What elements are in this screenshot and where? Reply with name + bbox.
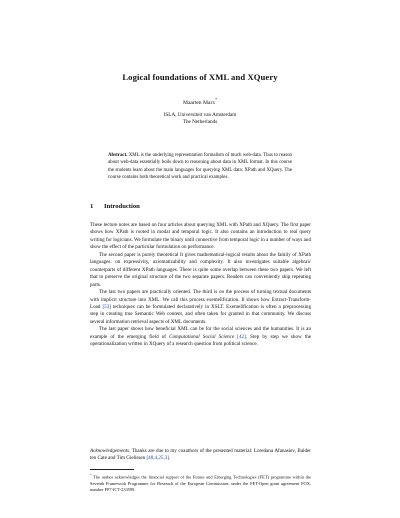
paragraph-4-text-b: . Step by step we show the operationalization written in XQuery of a research question from political science.: [90, 333, 311, 348]
paragraph-4: [90, 326, 311, 348]
footnote-rule: [90, 469, 134, 470]
affiliation: [0, 112, 400, 126]
section-body: [90, 222, 311, 349]
author-line: [0, 98, 400, 106]
paper-title: Logical foundations of XML and XQuery: [122, 72, 278, 82]
acknowledgements-end: .: [168, 455, 171, 462]
citation-link[interactable]: [53]: [102, 303, 111, 310]
author-footnote-mark: *: [215, 98, 218, 102]
citation-link[interactable]: [42]: [237, 333, 246, 340]
paragraph-3-text-b: techniques can be formulated declaratively in XSLT. Exemelification is often a preprocessing step in creating true Semantic Web content, and often taken for granted in that community. We discuss several information retrieval aspects of XML documents.: [90, 303, 312, 325]
affiliation-country: The Netherlands: [182, 119, 218, 126]
paragraph-2: The second paper is purely theoretical It gives mathematical-logical results about the family of XPath languages: on expressivity, axiomatizability and complexity. It also investigates suitable algebraic counterparts of different XPath languages. There is quite some overlap between these two papers. We left that to preserve the original structure of the two separate papers. Readers can conveniently skip repeating parts.: [90, 251, 311, 288]
section-number: 1: [90, 203, 94, 210]
citation-link[interactable]: [48,4,25,3]: [146, 455, 169, 462]
acknowledgements: [90, 448, 311, 463]
footnote-mark: *: [90, 473, 92, 477]
footnote-text: The author acknowledges the financial support of the Future and Emerging Technologies (FET) programme within the Seventh Framework Programme for Research of the European Commission, under the FET-Open grant agreement FOX, number FP7-ICT-233599.: [90, 474, 311, 492]
abstract: [108, 152, 292, 181]
paragraph-3-text-a: The last two papers are practically oriented. The third is on the process of turning textual documents with implicit structure into XML. We call this process exemelification. It shows how Extract-Transform-Load: [90, 289, 311, 310]
acknowledgements-label: Acknowledgements.: [90, 448, 131, 454]
footnote: [90, 472, 311, 493]
section-title: Introduction: [104, 203, 140, 210]
affiliation-institution: ISLA, Universiteit van Amsterdam: [163, 112, 237, 118]
section-heading: [90, 203, 140, 210]
acknowledgements-text: Thanks are due to my coauthors of the presented material: Loredana Afanasiev, Balder ten Cate and Tim Gielissen: [90, 448, 312, 462]
abstract-text: XML is the underlying representation formalism of much web-data. Thus to reason about web-data essentially boils down to reasoning about data in XML format. In this course the students learn about the main languages for querying XML data: XPath and XQuery. The course contains both theoretical work and practical examples.: [108, 153, 292, 180]
author-name: Maarten Marx: [182, 99, 216, 106]
emphasis-term: Computational Social Science: [169, 333, 235, 340]
paragraph-1: These lecture notes are based on four articles about querying XML with XPath and XQuery. The first paper shows how XPath is rooted in modal and temporal logic. It also contains an introduction to real query writing for logicians. We formulate the binary until connective from temporal logic in a number of ways and show the effect of the particular formulation on performance.: [90, 222, 312, 251]
paragraph-3: [90, 289, 311, 326]
paragraph-4-text-a: The last paper shows how beneficial XML can be for the social sciences and the humanities. It is an example of the emerging field of: [90, 326, 311, 340]
abstract-label: Abstract.: [108, 153, 128, 158]
